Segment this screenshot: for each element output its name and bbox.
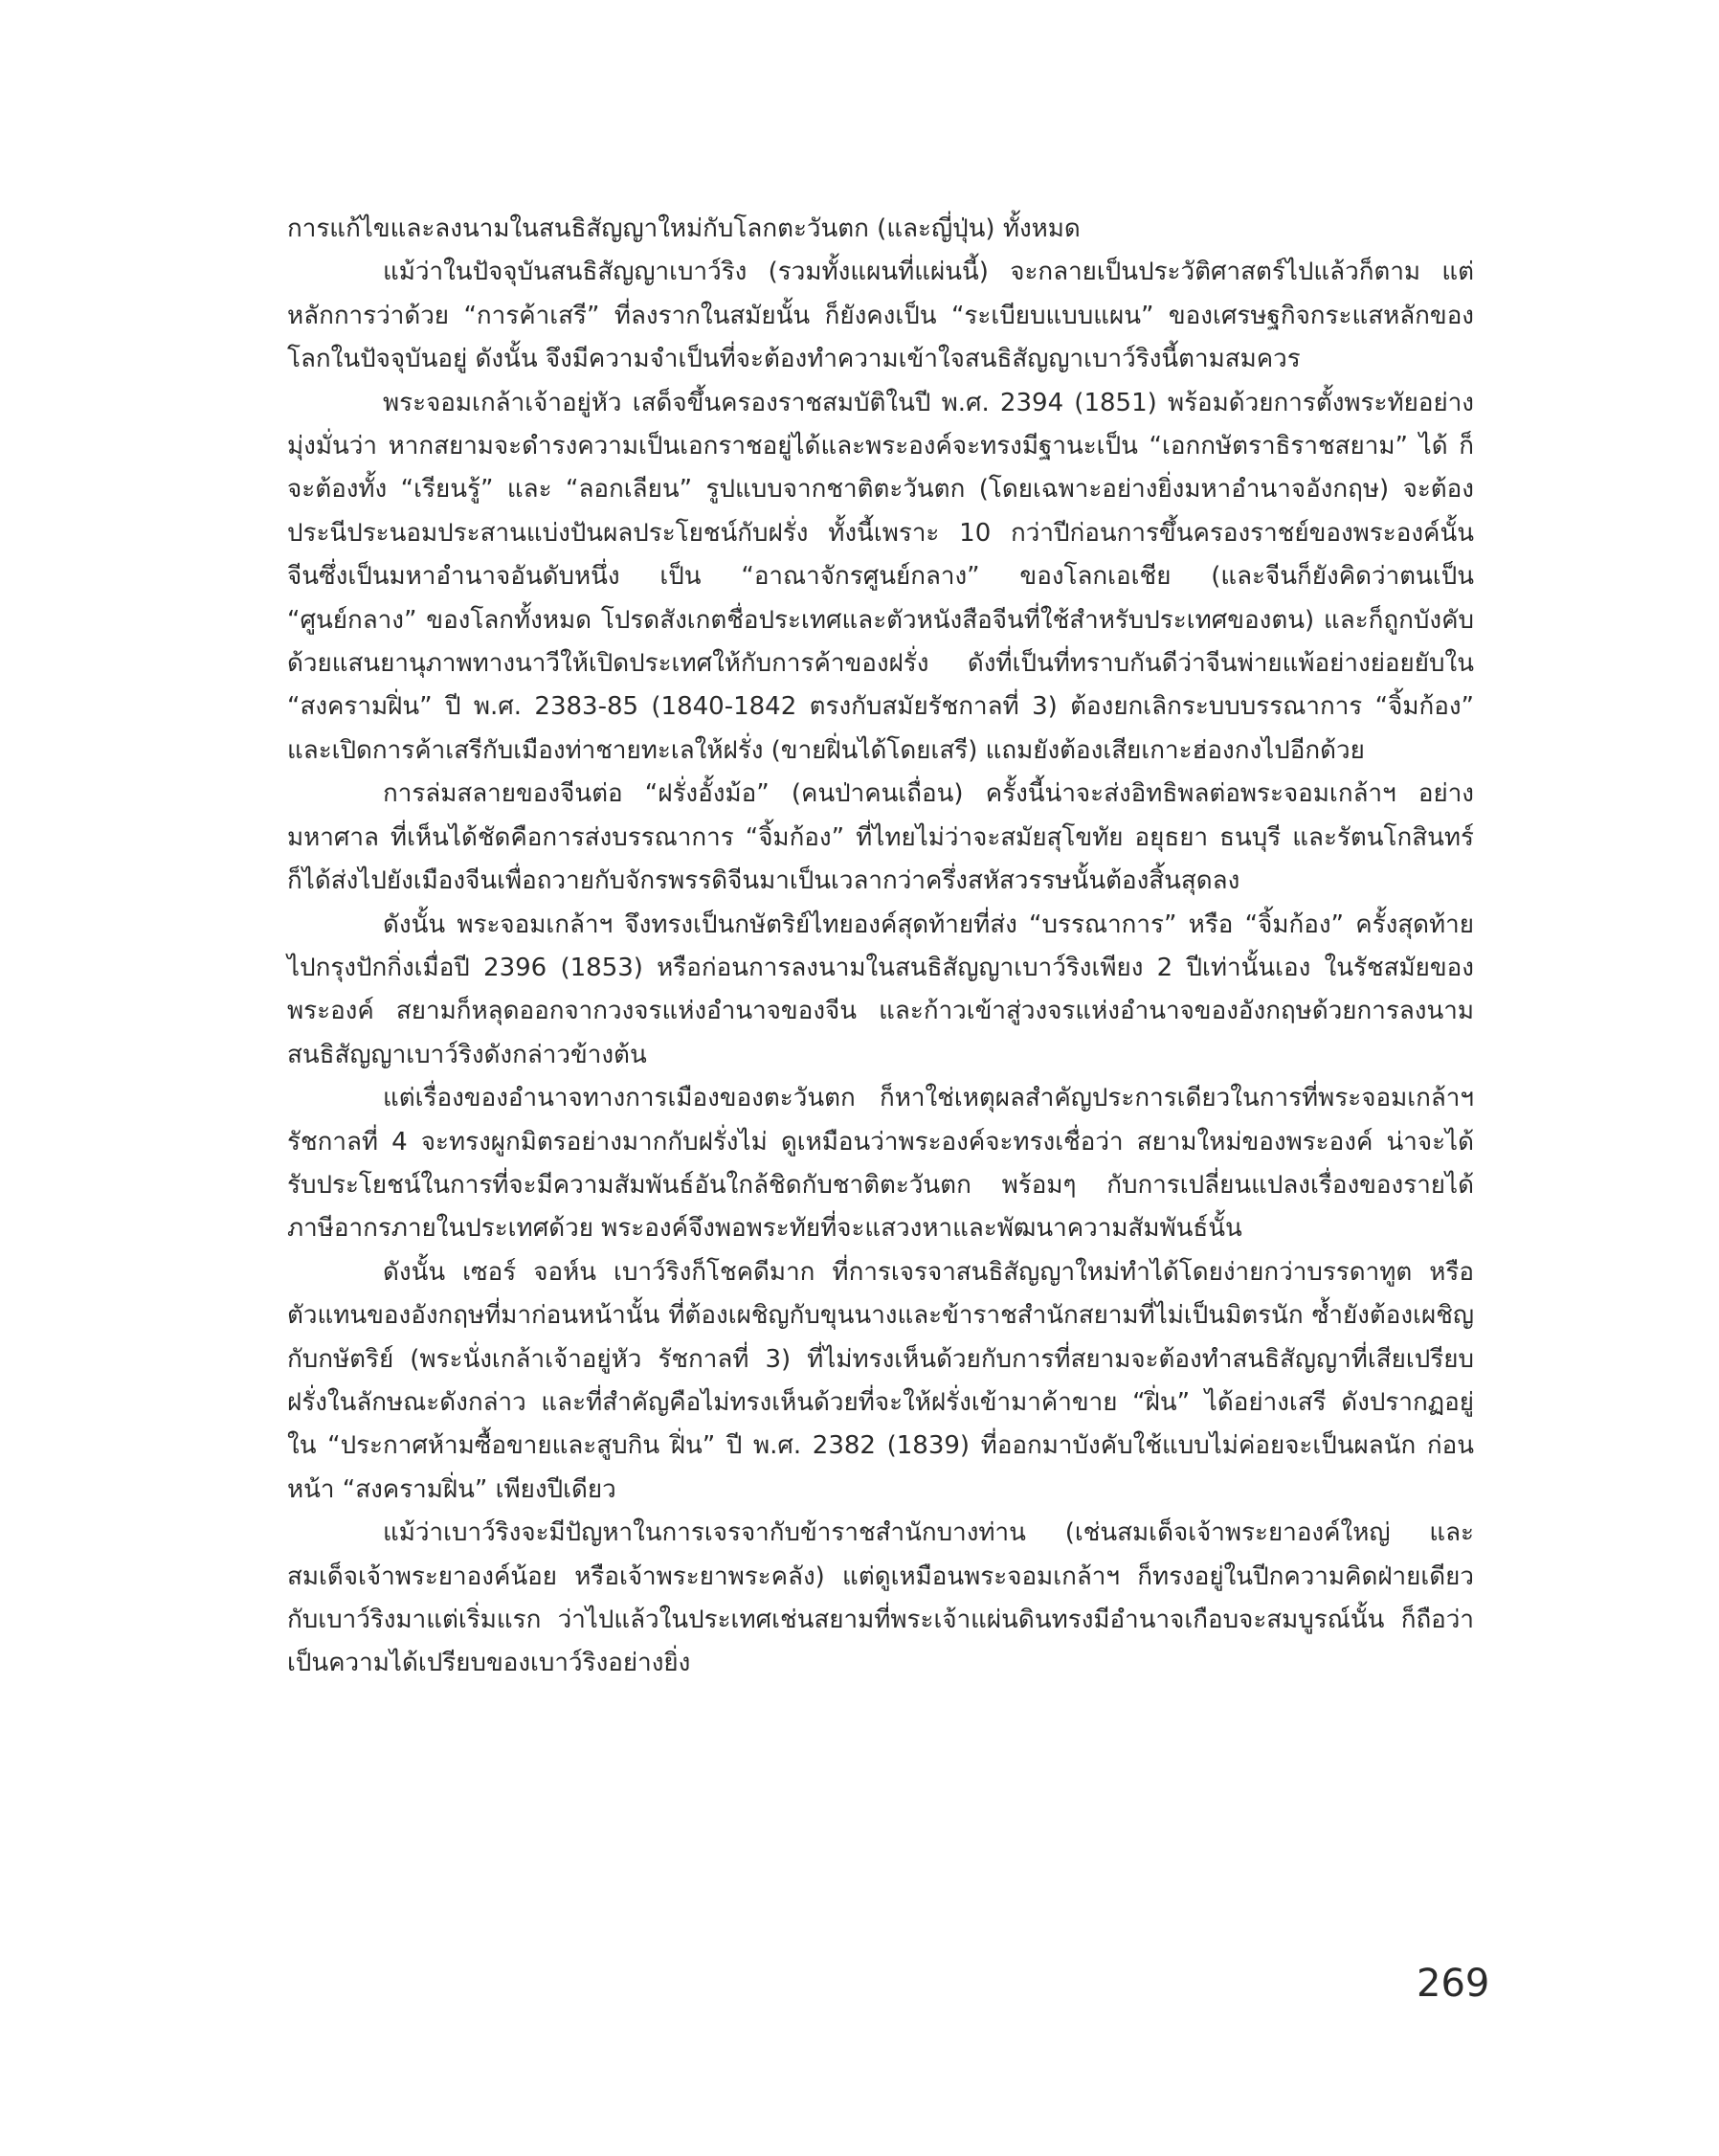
paragraph: ดังนั้น พระจอมเกล้าฯ จึงทรงเป็นกษัตริย์ไทยองค์สุดท้ายที่ส่ง “บรรณาการ” หรือ “จิ้มก้อง” ครั้งสุดท้ายไปกรุงปักกิ่งเมื่อปี 2396 (1853) หรือก่อนการลงนามในสนธิสัญญาเบาว์ริงเพียง 2 ปีเท่านั้นเอง ในรัชสมัยของพระองค์ สยามก็หลุดออกจากวงจรแห่งอำนาจของจีน และก้าวเข้าสู่วงจรแห่งอำนาจของอังกฤษด้วยการลงนามสนธิสัญญาเบาว์ริงดังกล่าวข้างต้น [287, 910, 1474, 1069]
page-number: 269 [1417, 1962, 1490, 2006]
paragraph: แต่เรื่องของอำนาจทางการเมืองของตะวันตก ก็หาใช่เหตุผลสำคัญประการเดียวในการที่พระจอมเกล้าฯ รัชกาลที่ 4 จะทรงผูกมิตรอย่างมากกับฝรั่งไม่ ดูเหมือนว่าพระองค์จะทรงเชื่อว่า สยามใหม่ของพระองค์ น่าจะได้รับประโยชน์ในการที่จะมีความสัมพันธ์อันใกล้ชิดกับชาติตะวันตก พร้อมๆ กับการเปลี่ยนแปลงเรื่องของรายได้ ภาษีอากรภายในประเทศด้วย พระองค์จึงพอพระทัยที่จะแสวงหาและพัฒนาความสัมพันธ์นั้น [287, 1084, 1474, 1244]
body-text [287, 208, 1474, 1686]
paragraph: พระจอมเกล้าเจ้าอยู่หัว เสด็จขึ้นครองราชสมบัติในปี พ.ศ. 2394 (1851) พร้อมด้วยการตั้งพระทัยอย่างมุ่งมั่นว่า หากสยามจะดำรงความเป็นเอกราชอยู่ได้และพระองค์จะทรงมีฐานะเป็น “เอกกษัตราธิราชสยาม” ได้ ก็จะต้องทั้ง “เรียนรู้” และ “ลอกเลียน” รูปแบบจากชาติตะวันตก (โดยเฉพาะอย่างยิ่งมหาอำนาจอังกฤษ) จะต้องประนีประนอมประสานแบ่งปันผลประโยชน์กับฝรั่ง ทั้งนี้เพราะ 10 กว่าปีก่อนการขึ้นครองราชย์ของพระองค์นั้น จีนซึ่งเป็นมหาอำนาจอันดับหนึ่ง เป็น “อาณาจักรศูนย์กลาง” ของโลกเอเชีย (และจีนก็ยังคิดว่าตนเป็น “ศูนย์กลาง” ของโลกทั้งหมด โปรดสังเกตชื่อประเทศและตัวหนังสือจีนที่ใช้สำหรับประเทศของตน) และก็ถูกบังคับด้วยแสนยานุภาพทางนาวีให้เปิดประเทศให้กับการค้าของฝรั่ง ดังที่เป็นที่ทราบกันดีว่าจีนพ่ายแพ้อย่างย่อยยับใน “สงครามฝิ่น” ปี พ.ศ. 2383-85 (1840-1842 ตรงกับสมัยรัชกาลที่ 3) ต้องยกเลิกระบบบรรณาการ “จิ้มก้อง” และเปิดการค้าเสรีกับเมืองท่าชายทะเลให้ฝรั่ง (ขายฝิ่นได้โดยเสรี) แถมยังต้องเสียเกาะฮ่องกงไปอีกด้วย [287, 388, 1474, 765]
paragraph: แม้ว่าในปัจจุบันสนธิสัญญาเบาว์ริง (รวมทั้งแผนที่แผ่นนี้) จะกลายเป็นประวัติศาสตร์ไปแล้วก็ตาม แต่หลักการว่าด้วย “การค้าเสรี” ที่ลงรากในสมัยนั้น ก็ยังคงเป็น “ระเบียบแบบแผน” ของเศรษฐกิจกระแสหลักของโลกในปัจจุบันอยู่ ดังนั้น จึงมีความจำเป็นที่จะต้องทำความเข้าใจสนธิสัญญาเบาว์ริงนี้ตามสมควร [287, 258, 1474, 374]
paragraph: แม้ว่าเบาว์ริงจะมีปัญหาในการเจรจากับข้าราชสำนักบางท่าน (เช่นสมเด็จเจ้าพระยาองค์ใหญ่ และสมเด็จเจ้าพระยาองค์น้อย หรือเจ้าพระยาพระคลัง) แต่ดูเหมือนพระจอมเกล้าฯ ก็ทรงอยู่ในปีกความคิดฝ่ายเดียวกับเบาว์ริงมาแต่เริ่มแรก ว่าไปแล้วในประเทศเช่นสยามที่พระเจ้าแผ่นดินทรงมีอำนาจเกือบจะสมบูรณ์นั้น ก็ถือว่าเป็นความได้เปรียบของเบาว์ริงอย่างยิ่ง [287, 1518, 1474, 1678]
paragraph: การล่มสลายของจีนต่อ “ฝรั่งอั้งม้อ” (คนป่าคนเถื่อน) ครั้งนี้น่าจะส่งอิทธิพลต่อพระจอมเกล้าฯ อย่างมหาศาล ที่เห็นได้ชัดคือการส่งบรรณาการ “จิ้มก้อง” ที่ไทยไม่ว่าจะสมัยสุโขทัย อยุธยา ธนบุรี และรัตนโกสินทร์ก็ได้ส่งไปยังเมืองจีนเพื่อถวายกับจักรพรรดิจีนมาเป็นเวลากว่าครึ่งสหัสวรรษนั้นต้องสิ้นสุดลง [287, 779, 1474, 896]
paragraph: ดังนั้น เซอร์ จอห์น เบาว์ริงก็โชคดีมาก ที่การเจรจาสนธิสัญญาใหม่ทำได้โดยง่ายกว่าบรรดาทูต หรือตัวแทนของอังกฤษที่มาก่อนหน้านั้น ที่ต้องเผชิญกับขุนนางและข้าราชสำนักสยามที่ไม่เป็นมิตรนัก ซ้ำยังต้องเผชิญกับกษัตริย์ (พระนั่งเกล้าเจ้าอยู่หัว รัชกาลที่ 3) ที่ไม่ทรงเห็นด้วยกับการที่สยามจะต้องทำสนธิสัญญาที่เสียเปรียบฝรั่งในลักษณะดังกล่าว และที่สำคัญคือไม่ทรงเห็นด้วยที่จะให้ฝรั่งเข้ามาค้าขาย “ฝิ่น” ได้อย่างเสรี ดังปรากฏอยู่ใน “ประกาศห้ามซื้อขายและสูบกิน ฝิ่น” ปี พ.ศ. 2382 (1839) ที่ออกมาบังคับใช้แบบไม่ค่อยจะเป็นผลนัก ก่อนหน้า “สงครามฝิ่น” เพียงปีเดียว [287, 1257, 1474, 1504]
paragraph: การแก้ไขและลงนามในสนธิสัญญาใหม่กับโลกตะวันตก (และญี่ปุ่น) ทั้งหมด [287, 214, 1081, 243]
